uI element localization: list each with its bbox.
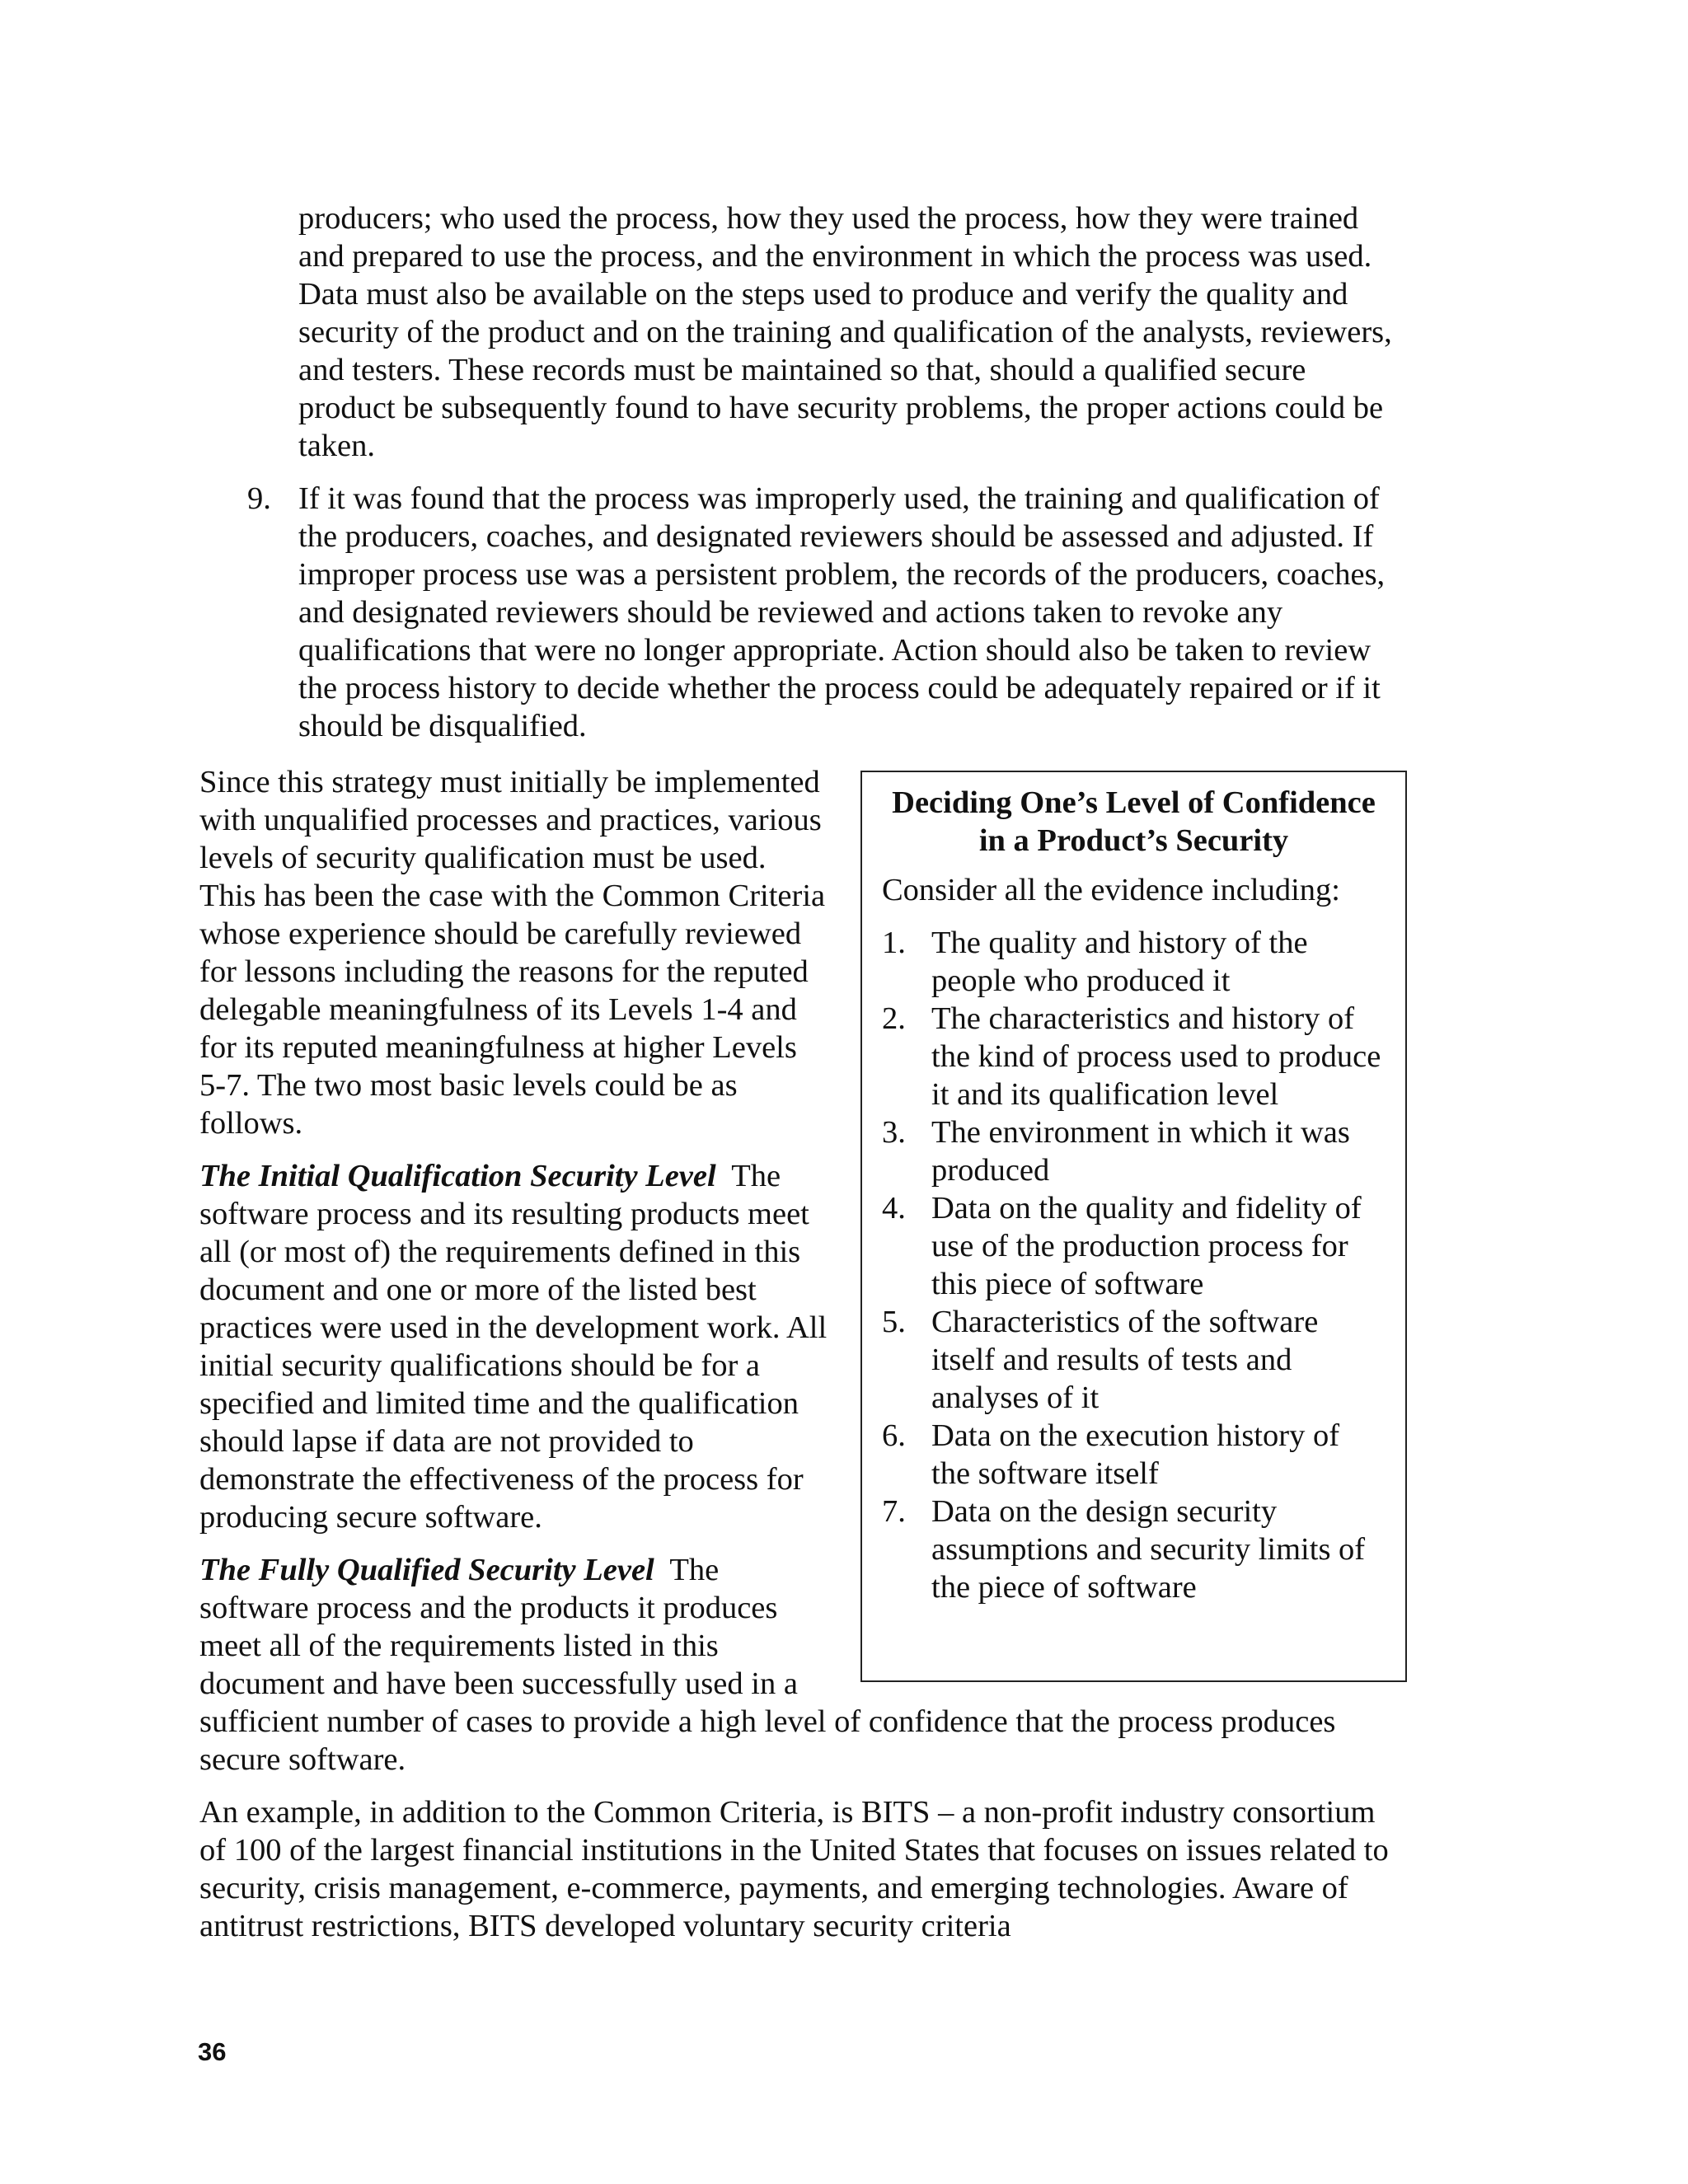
- sidebar-item-number: 2.: [882, 1001, 906, 1036]
- sidebar-item-text: The characteristics and history of the kind of process used to produce it and its qualification level: [931, 1001, 1381, 1112]
- sidebar-item-number: 6.: [882, 1418, 906, 1453]
- sidebar-list-item: [882, 924, 1386, 1000]
- sidebar-intro: Consider all the evidence including:: [882, 873, 1340, 907]
- sidebar-list-item: [882, 1303, 1386, 1417]
- sidebar-item-number: 5.: [882, 1305, 906, 1339]
- sidebar-item-number: 4.: [882, 1191, 906, 1226]
- full-level-heading: The Fully Qualified Security Level: [199, 1553, 654, 1587]
- sidebar-list-item: [882, 1000, 1386, 1113]
- list-item-9: [247, 480, 1407, 745]
- sidebar-item-number: 7.: [882, 1494, 906, 1529]
- sidebar-item-number: 1.: [882, 926, 906, 960]
- sidebar-list: [882, 924, 1386, 1606]
- full-level-text: The software process and the products it produces meet all of the requirements listed in this document and have been successfully used in a sufficient number of cases to provide a high level of confidence that the process produces secure software.: [199, 1553, 1336, 1777]
- sidebar-list-item: [882, 1493, 1386, 1606]
- sidebar-item-text: Data on the design security assumptions and security limits of the piece of software: [931, 1494, 1366, 1605]
- initial-level-text: The software process and its resulting products meet all (or most of) the requirements defined in this document and one or more of the listed best practices were used in the development work. All initial security qualifications should be for a specified and limited time and the qualification should lapse if data are not provided to demonstrate the effectiveness of the process for producing secure software.: [199, 1159, 828, 1535]
- sidebar-item-text: Characteristics of the software itself and results of tests and analyses of it: [931, 1305, 1319, 1415]
- sidebar-item-text: The quality and history of the people who produced it: [931, 926, 1308, 998]
- sidebar-title: Deciding One’s Level of Confidence in a Product’s Security: [892, 785, 1376, 858]
- sidebar-list-item: [882, 1113, 1386, 1189]
- continuation-paragraph: producers; who used the process, how they used the process, how they were trained and prepared to use the process, and the environment in which the process was used. Data must also be available on the steps used to produce and verify the quality and security of the product and on the training and qualification of the analysts, reviewers, and testers. These records must be maintained so that, should a qualified secure product be subsequently found to have security problems, the proper actions could be taken.: [298, 201, 1392, 463]
- strategy-paragraph: Since this strategy must initially be implemented with unqualified processes and practices, various levels of security qualification must be used. This has been the case with the Common Criteria whose experience should be carefully reviewed for lessons including the reasons for the reputed delegable meaningfulness of its Levels 1-4 and for its reputed meaningfulness at higher Levels 5-7. The two most basic levels could be as follows.: [199, 765, 826, 1141]
- bits-paragraph: An example, in addition to the Common Criteria, is BITS – a non-profit industry consortium of 100 of the largest financial institutions in the United States that focuses on issues related to security, crisis management, e-commerce, payments, and emerging technologies. Aware of antitrust restrictions, BITS developed voluntary security criteria: [199, 1795, 1389, 1943]
- list-item-9-number: 9.: [247, 481, 271, 516]
- sidebar-box: [860, 771, 1407, 1682]
- page-number: 36: [198, 2037, 227, 2066]
- sidebar-item-number: 3.: [882, 1115, 906, 1150]
- sidebar-item-text: Data on the quality and fidelity of use of the production process for this piece of software: [931, 1191, 1362, 1301]
- main-text-with-sidebar: [199, 763, 1407, 1960]
- sidebar-list-item: [882, 1417, 1386, 1493]
- initial-level-heading: The Initial Qualification Security Level: [199, 1159, 716, 1193]
- sidebar-item-text: Data on the execution history of the software itself: [931, 1418, 1340, 1491]
- list-item-9-text: If it was found that the process was improperly used, the training and qualification of the producers, coaches, and designated reviewers should be assessed and adjusted. If improper process use was a persistent problem, the records of the producers, coaches, and designated reviewers should be reviewed and actions taken to revoke any qualifications that were no longer appropriate. Action should also be taken to review the process history to decide whether the process could be adequately repaired or if it should be disqualified.: [298, 481, 1386, 743]
- sidebar-item-text: The environment in which it was produced: [931, 1115, 1350, 1188]
- sidebar-list-item: [882, 1189, 1386, 1303]
